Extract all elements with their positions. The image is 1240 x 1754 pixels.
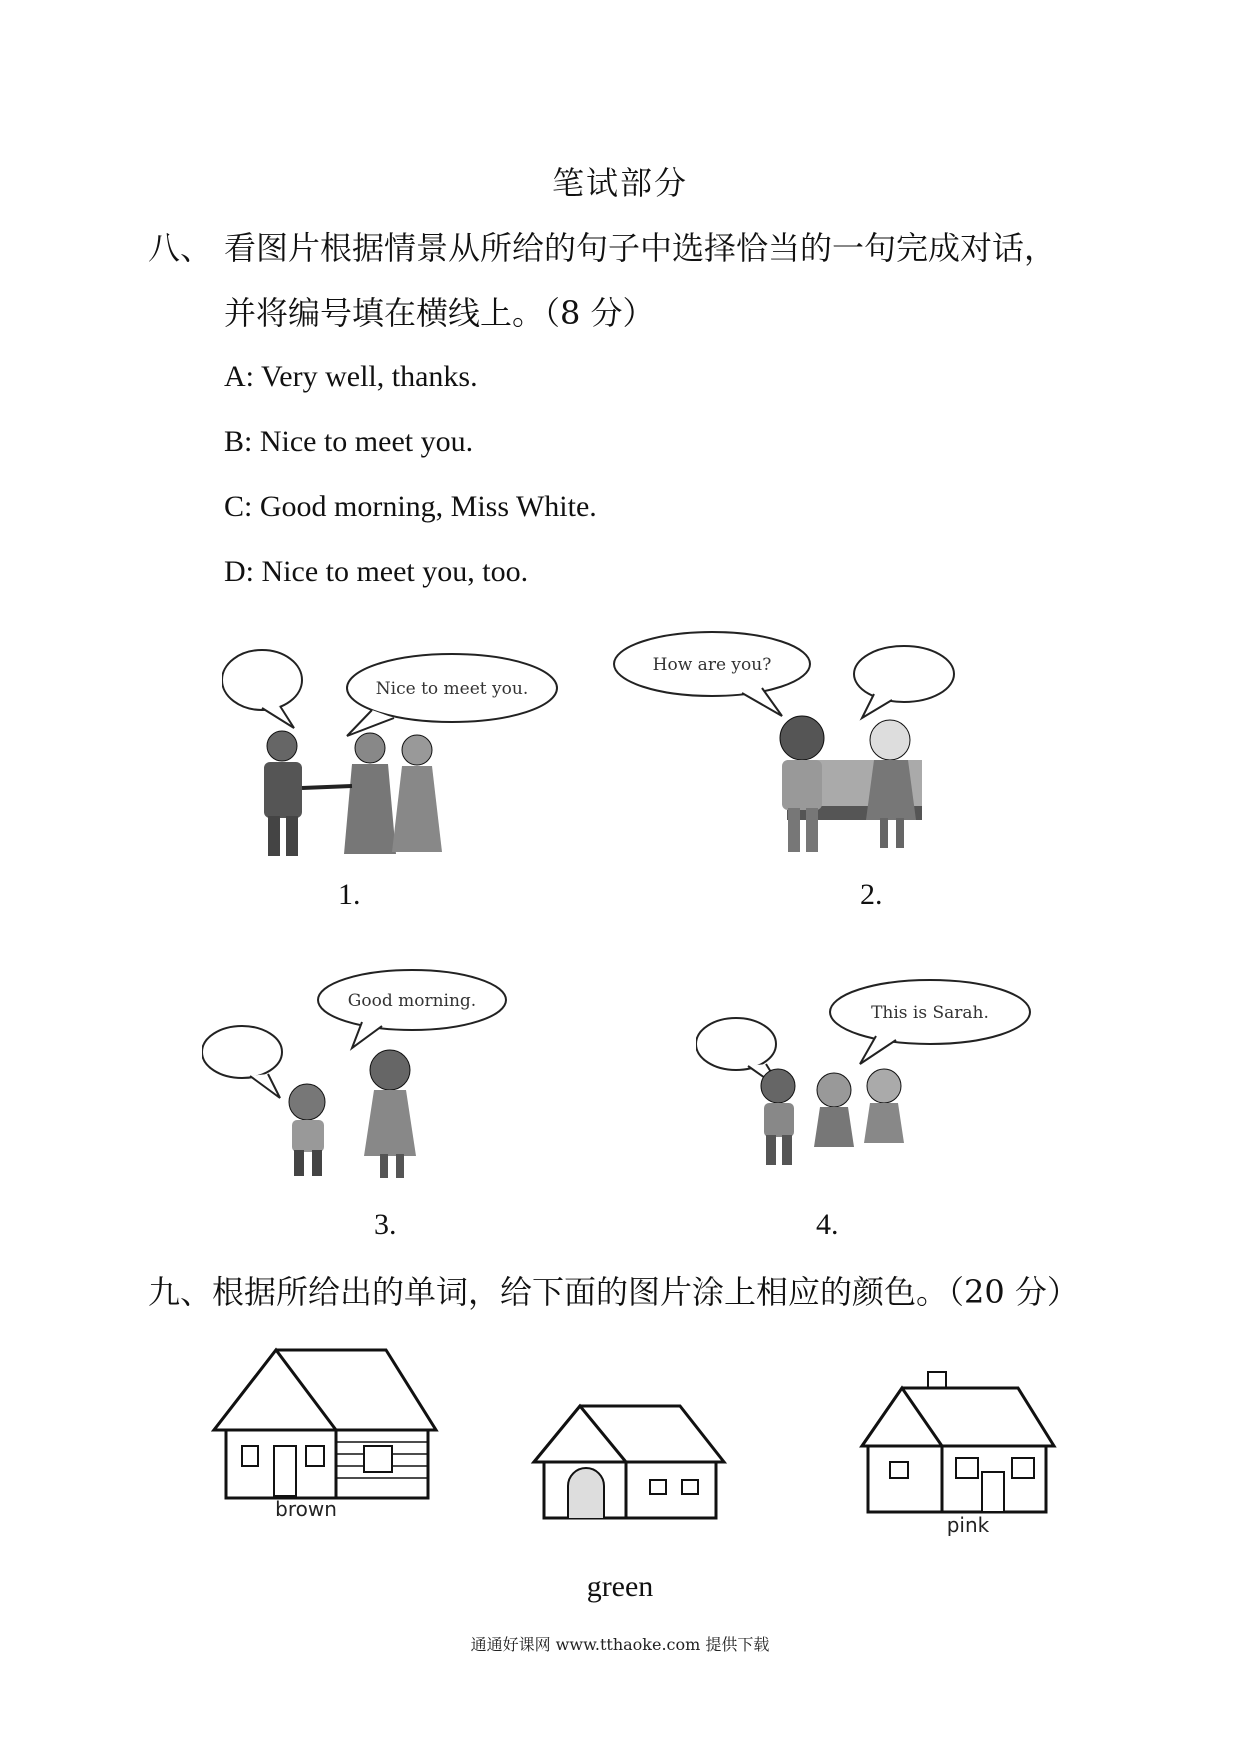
picture-3-label: 3.	[374, 1208, 397, 1241]
option-a: A: Very well, thanks.	[224, 360, 478, 393]
house-green-label: green	[586, 1570, 654, 1603]
q8-instruction-line2: 并将编号填在横线上。（8 分）	[224, 294, 655, 332]
house-green-illustration	[530, 1382, 730, 1532]
house-brown-illustration	[206, 1330, 452, 1520]
option-c: C: Good morning, Miss White.	[224, 490, 597, 523]
picture-3-bubble-text: Good morning.	[347, 991, 477, 1011]
option-d: D: Nice to meet you, too.	[224, 555, 529, 588]
picture-1-label: 1.	[338, 878, 361, 911]
picture-3-illustration	[202, 952, 552, 1182]
picture-1-illustration	[222, 618, 582, 858]
section-title: 笔试部分	[551, 164, 688, 202]
house-pink-illustration	[858, 1366, 1058, 1536]
picture-1-bubble-text: Nice to meet you.	[375, 679, 529, 699]
picture-4-bubble-text: This is Sarah.	[871, 1003, 989, 1023]
house-brown-label: brown	[275, 1497, 337, 1520]
q9-instruction: 九、根据所给出的单词，给下面的图片涂上相应的颜色。（20 分）	[148, 1273, 1079, 1311]
picture-2-bubble-text: How are you?	[652, 655, 772, 675]
option-b: B: Nice to meet you.	[224, 425, 474, 458]
footer: 通通好课网 www.tthaoke.com 提供下载	[470, 1635, 770, 1654]
house-pink-label: pink	[946, 1513, 990, 1536]
picture-2-label: 2.	[860, 878, 883, 911]
picture-2-illustration	[612, 618, 992, 858]
q8-number: 八、	[148, 229, 213, 267]
picture-4-label: 4.	[816, 1208, 839, 1241]
q8-instruction-line1: 看图片根据情景从所给的句子中选择恰当的一句完成对话，	[224, 229, 1057, 267]
picture-4-illustration	[696, 940, 1056, 1170]
